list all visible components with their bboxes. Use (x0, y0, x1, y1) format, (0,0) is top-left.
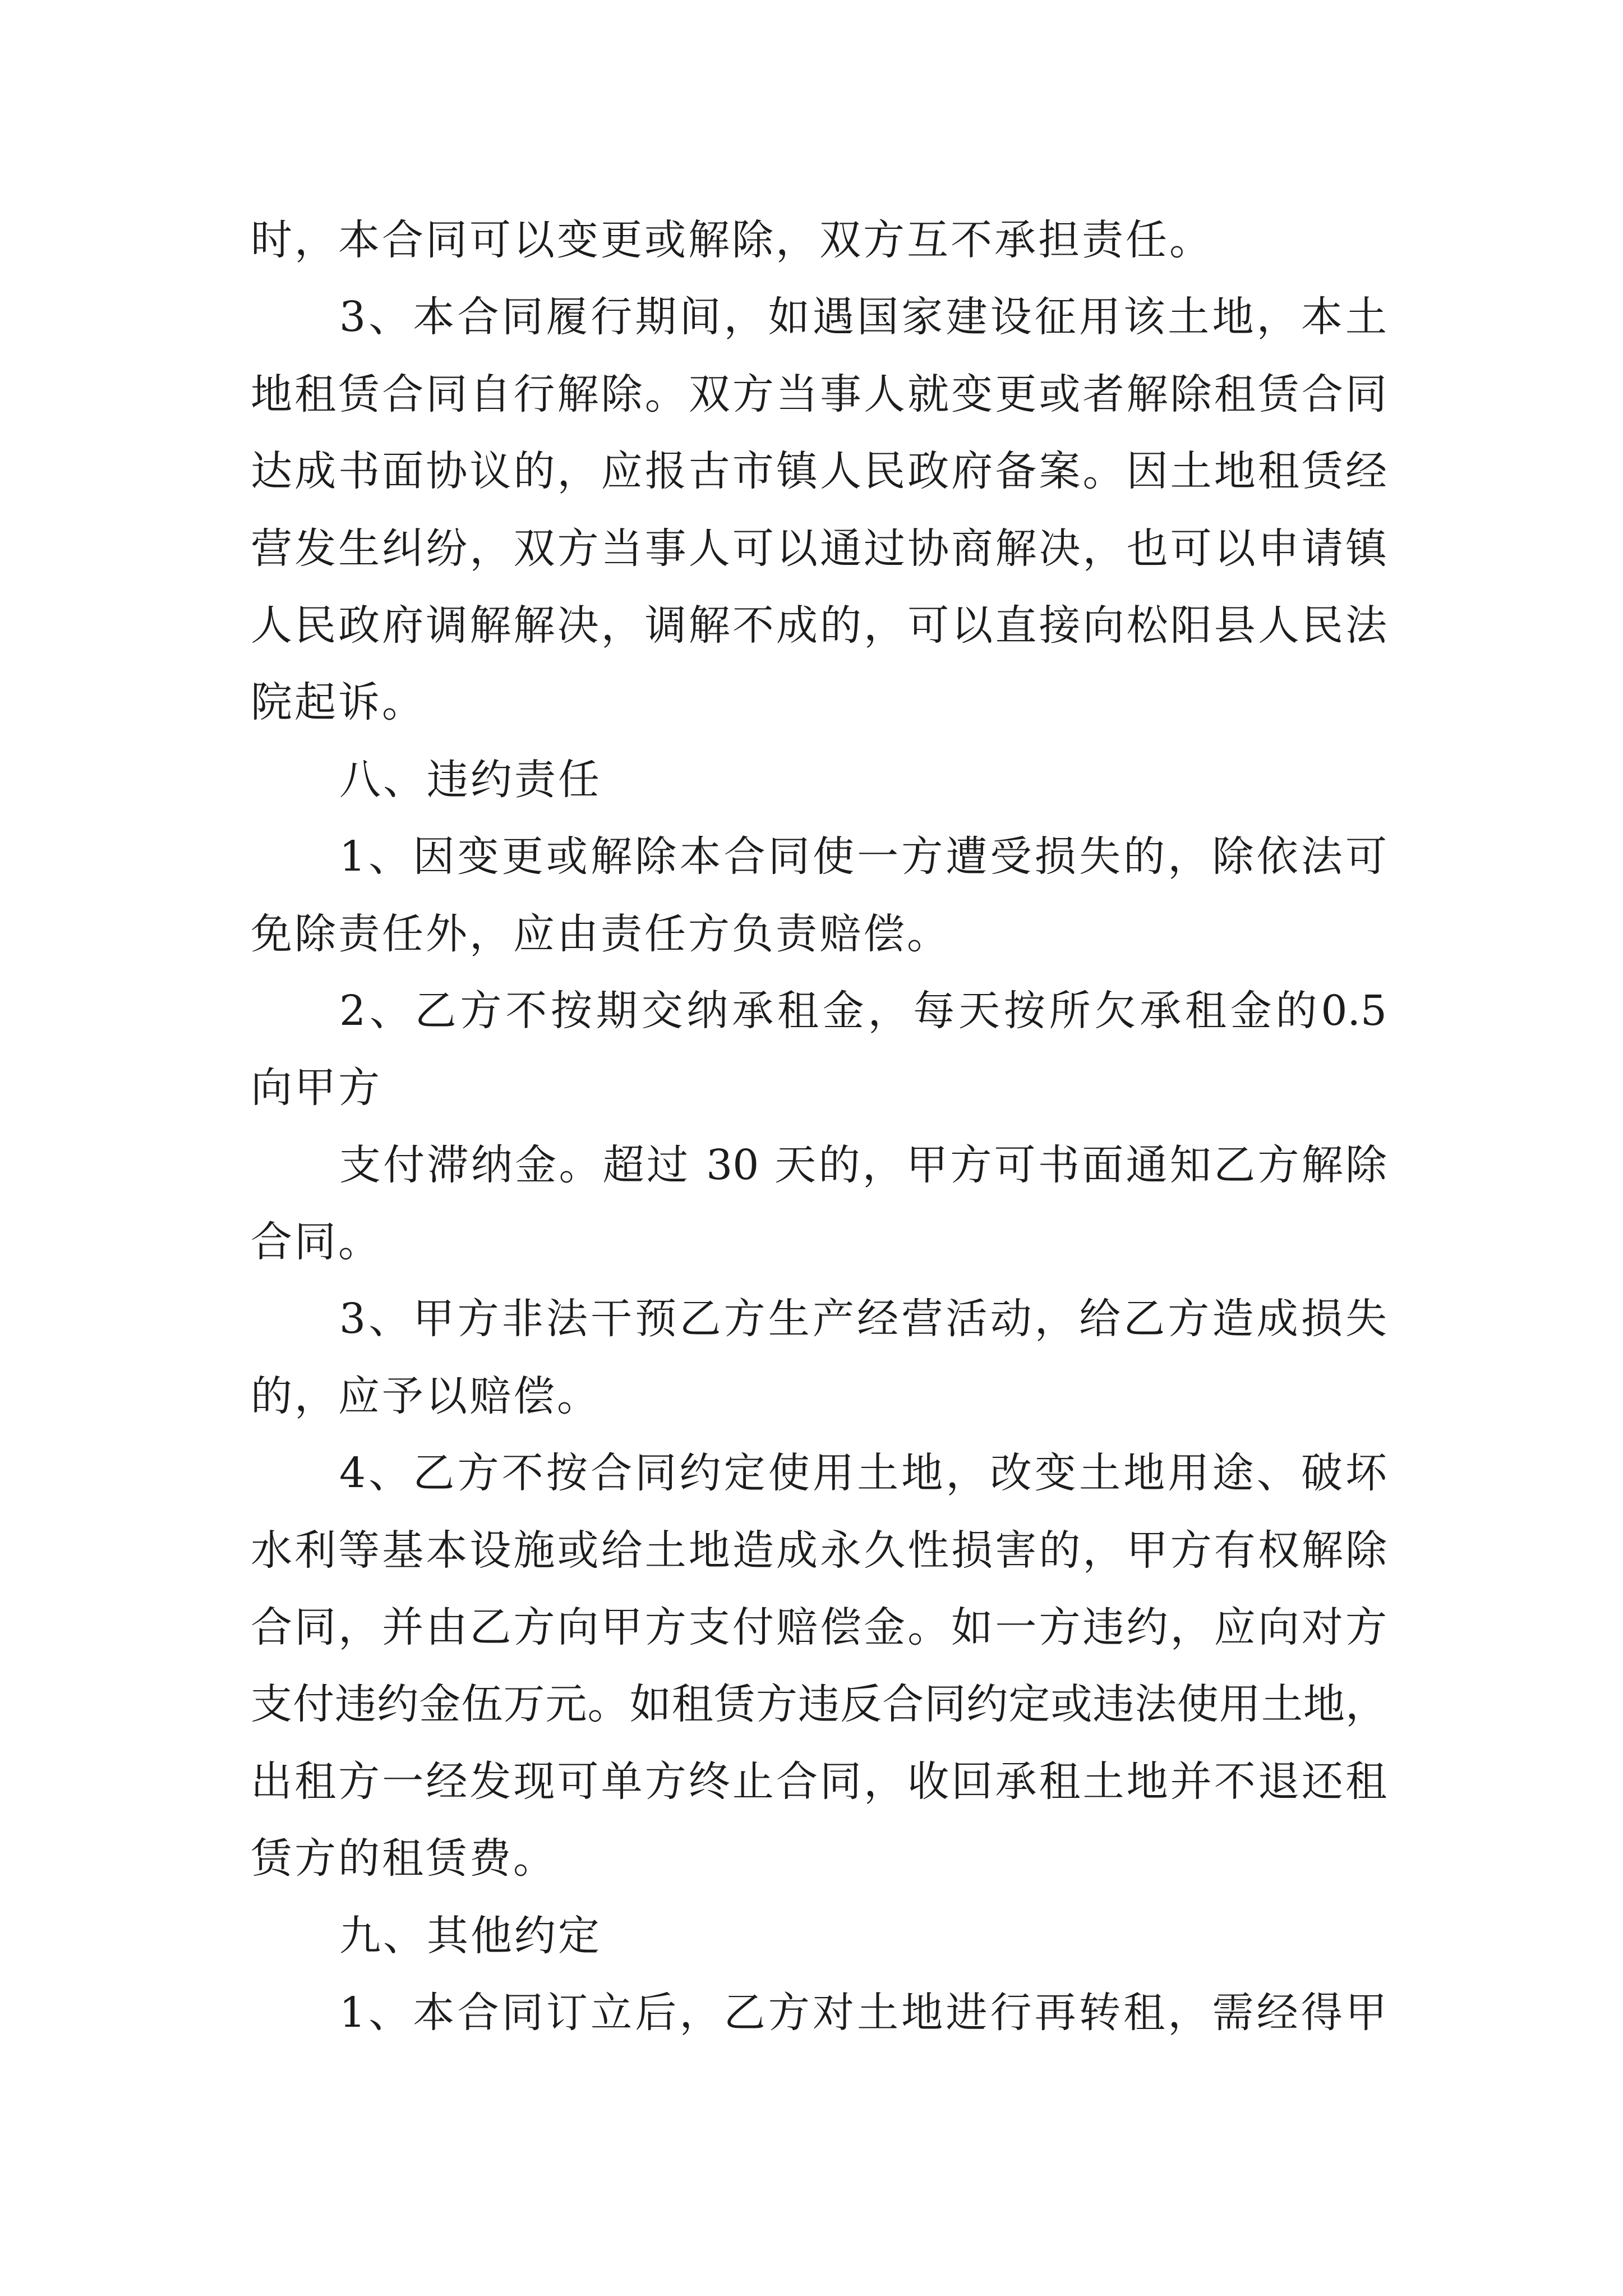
text-line: 合同。 (251, 1218, 382, 1267)
text-line: 人民政府调解解决，调解不成的，可以直接向松阳县人民法 (251, 601, 1387, 650)
text-line: 2、乙方不按期交纳承租金，每天按所欠承租金的0.5 (339, 986, 1387, 1035)
section-heading: 八、违约责任 (339, 755, 602, 804)
text-line: 院起诉。 (251, 678, 426, 727)
text-line: 合同，并由乙方向甲方支付赔偿金。如一方违约，应向对方 (251, 1603, 1387, 1652)
text-line: 1、因变更或解除本合同使一方遭受损失的，除依法可 (339, 832, 1387, 881)
text-line: 赁方的租赁费。 (251, 1834, 557, 1883)
contract-text (251, 202, 1387, 2051)
text-line: 3、甲方非法干预乙方生产经营活动，给乙方造成损失 (339, 1295, 1387, 1343)
text-line: 出租方一经发现可单方终止合同，收回承租土地并不退还租 (251, 1757, 1387, 1806)
text-line: 水利等基本设施或给土地造成永久性损害的，甲方有权解除 (251, 1526, 1387, 1575)
text-line: 时，本合同可以变更或解除，双方互不承担责任。 (251, 216, 1213, 264)
text-line: 地租赁合同自行解除。双方当事人就变更或者解除租赁合同 (251, 370, 1387, 418)
section-heading: 九、其他约定 (339, 1911, 602, 1960)
text-line: 1、本合同订立后，乙方对土地进行再转租，需经得甲 (339, 1988, 1387, 2037)
text-line: 营发生纠纷，双方当事人可以通过协商解决，也可以申请镇 (251, 524, 1387, 573)
text-line: 达成书面协议的，应报古市镇人民政府备案。因土地租赁经 (251, 447, 1387, 496)
text-line: 支付滞纳金。超过 30 天的，甲方可书面通知乙方解除 (339, 1140, 1387, 1189)
text-line: 支付违约金伍万元。如租赁方违反合同约定或违法使用土地， (251, 1680, 1387, 1729)
text-line: 3、本合同履行期间，如遇国家建设征用该土地，本土 (339, 293, 1387, 342)
text-line: 免除责任外，应由责任方负责赔偿。 (251, 909, 951, 958)
text-line: 的，应予以赔偿。 (251, 1372, 601, 1420)
text-line: 4、乙方不按合同约定使用土地，改变土地用途、破坏 (339, 1449, 1387, 1498)
text-line: 向甲方 (251, 1064, 382, 1112)
